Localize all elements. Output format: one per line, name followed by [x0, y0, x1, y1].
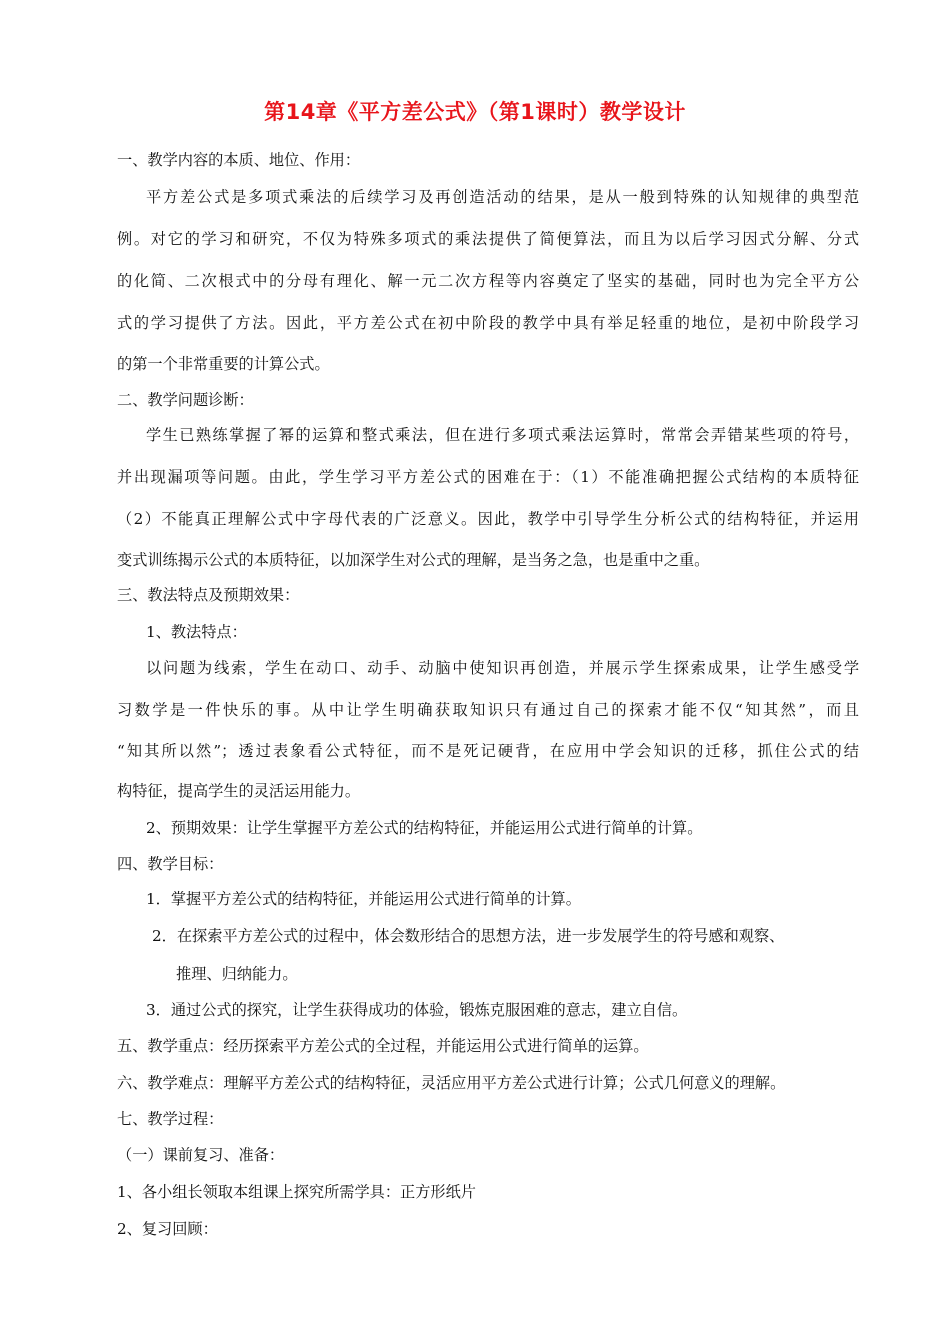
document-title: 第14章《平方差公式》（第1课时）教学设计 — [264, 100, 686, 124]
paragraph-line: “知其所以然”；透过表象看公式特征，而不是死记硬背，在应用中学会知识的迁移，抓住公式的结 — [117, 742, 859, 760]
paragraph-line: 平方差公式是多项式乘法的后续学习及再创造活动的结果，是从一般到特殊的认知规律的典型范 — [146, 188, 859, 206]
section-4-heading: 四、教学目标： — [117, 855, 224, 873]
paragraph-line: 学生已熟练掌握了幂的运算和整式乘法，但在进行多项式乘法运算时，常常会弄错某些项的符号， — [146, 426, 859, 444]
paragraph-line: 习数学是一件快乐的事。从中让学生明确获取知识只有通过自己的探索才能不仅“知其然”，而且 — [117, 701, 859, 719]
paragraph-line: （2）不能真正理解公式中字母代表的广泛意义。因此，教学中引导学生分析公式的结构特征，并运用 — [117, 510, 859, 528]
section-1-heading: 一、教学内容的本质、地位、作用： — [117, 151, 360, 169]
subsection-heading: （一）课前复习、准备： — [117, 1146, 285, 1164]
section-2-heading: 二、教学问题诊断： — [117, 391, 254, 409]
subsection-line: 2、预期效果：让学生掌握平方差公式的结构特征，并能运用公式进行简单的计算。 — [146, 819, 703, 837]
paragraph-line: 构特征，提高学生的灵活运用能力。 — [117, 782, 360, 800]
paragraph-line: 以问题为线索，学生在动口、动手、动脑中使知识再创造，并展示学生探索成果，让学生感受学 — [146, 659, 859, 677]
paragraph-line: 式的学习提供了方法。因此，平方差公式在初中阶段的教学中具有举足轻重的地位，是初中阶段学习 — [117, 314, 859, 332]
section-6-line: 六、教学难点：理解平方差公式的结构特征，灵活应用平方差公式进行计算；公式几何意义的理解。 — [117, 1074, 786, 1092]
paragraph-line: 变式训练揭示公式的本质特征，以加深学生对公式的理解，是当务之急，也是重中之重。 — [117, 551, 710, 569]
subsection-heading: 1、教法特点： — [146, 623, 247, 641]
list-item-continuation: 推理、归纳能力。 — [176, 965, 298, 983]
list-item: 2．在探索平方差公式的过程中，体会数形结合的思想方法，进一步发展学生的符号感和观察、 — [152, 927, 785, 945]
section-5-line: 五、教学重点：经历探索平方差公式的全过程，并能运用公式进行简单的运算。 — [117, 1037, 649, 1055]
paragraph-line: 例。对它的学习和研究，不仅为特殊多项式的乘法提供了简便算法，而且为以后学习因式分解、分式 — [117, 230, 859, 248]
paragraph-line: 的第一个非常重要的计算公式。 — [117, 355, 330, 373]
paragraph-line: 的化简、二次根式中的分母有理化、解一元二次方程等内容奠定了坚实的基础，同时也为完全平方公 — [117, 272, 859, 290]
list-item: 1．掌握平方差公式的结构特征，并能运用公式进行简单的计算。 — [146, 890, 581, 908]
section-3-heading: 三、教法特点及预期效果： — [117, 586, 300, 604]
section-7-heading: 七、教学过程： — [117, 1110, 224, 1128]
list-item: 1、各小组长领取本组课上探究所需学具：正方形纸片 — [117, 1183, 476, 1201]
paragraph-line: 并出现漏项等问题。由此，学生学习平方差公式的困难在于：（1）不能准确把握公式结构的本质特征 — [117, 468, 859, 486]
list-item: 3．通过公式的探究，让学生获得成功的体验，锻炼克服困难的意志，建立自信。 — [146, 1001, 688, 1019]
list-item: 2、复习回顾： — [117, 1220, 218, 1238]
